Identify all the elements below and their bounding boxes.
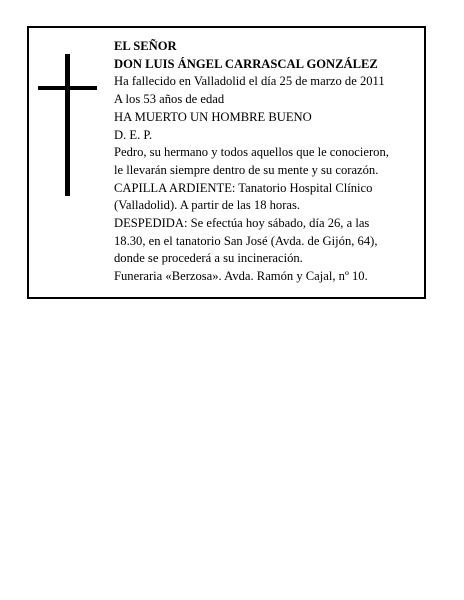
obituary-text xyxy=(114,38,420,286)
tribute-line: HA MUERTO UN HOMBRE BUENO xyxy=(114,109,312,124)
death-date-line: Ha fallecido en Valladolid el día 25 de marzo de 2011 xyxy=(114,74,385,89)
chapel-line-2: (Valladolid). A partir de las 18 horas. xyxy=(114,198,301,213)
notice-heading-title: EL SEÑOR xyxy=(114,39,177,53)
rip-line: D. E. P. xyxy=(114,127,153,142)
farewell-line-2: 18.30, en el tanatorio San José (Avda. de Gijón, 64), xyxy=(114,233,378,248)
farewell-line-1: DESPEDIDA: Se efectúa hoy sábado, día 26, a las xyxy=(114,216,370,231)
chapel-line-1: CAPILLA ARDIENTE: Tanatorio Hospital Clínico xyxy=(114,180,373,195)
family-message-line-1: Pedro, su hermano y todos aquellos que le conocieron, xyxy=(114,145,389,160)
funeral-home-line: Funeraria «Berzosa». Avda. Ramón y Cajal, nº 10. xyxy=(114,269,368,284)
deceased-name: DON LUIS ÁNGEL CARRASCAL GONZÁLEZ xyxy=(114,56,378,71)
cross-horizontal-bar xyxy=(38,86,97,90)
family-message-line-2: le llevarán siempre dentro de su mente y su corazón. xyxy=(114,162,379,177)
age-line: A los 53 años de edad xyxy=(114,92,225,107)
farewell-line-3: donde se procederá a su incineración. xyxy=(114,251,303,266)
cross-vertical-bar xyxy=(65,54,70,196)
